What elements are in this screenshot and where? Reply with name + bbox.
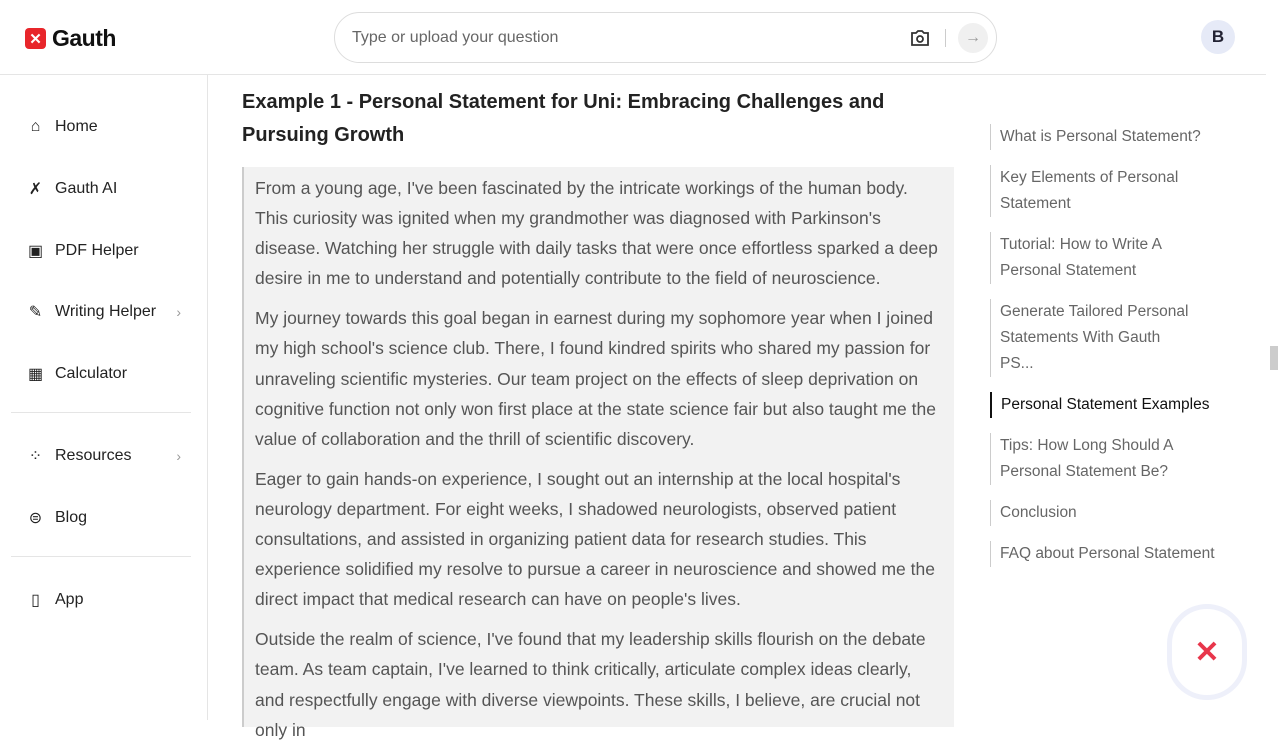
- sidebar-item-gauth-ai[interactable]: [26, 179, 181, 199]
- phone-icon: ▯: [31, 592, 40, 609]
- divider: [11, 412, 191, 413]
- toc-item[interactable]: Key Elements of Personal Statement: [990, 165, 1180, 217]
- sidebar-item-resources[interactable]: [26, 446, 181, 466]
- label: Resources: [55, 447, 132, 464]
- gauth-logo[interactable]: [25, 25, 116, 52]
- toc-item-active[interactable]: Personal Statement Examples: [990, 392, 1230, 418]
- paragraph: Eager to gain hands-on experience, I sought out an internship at the local hospital's neurology department. For eight weeks, I shadowed neurologists, observed patient consultations, and assisted in organizing patient data for research studies. This experience solidified my resolve to pursue a career in neuroscience and showed me the direct impact that medical research can have on people's lives.: [255, 468, 935, 610]
- label: Writing Helper: [55, 303, 157, 320]
- gauth-logo-icon: ✕: [1194, 635, 1220, 669]
- search-bar: [334, 12, 997, 63]
- label: Gauth AI: [55, 180, 118, 197]
- header: [0, 0, 1266, 75]
- divider: [945, 29, 946, 47]
- calculator-icon: ▦: [27, 366, 44, 383]
- paragraph: Outside the realm of science, I've found that my leadership skills flourish on the debate team. As team captain, I've learned to think critically, articulate complex ideas clearly, and respectfully engage with diverse viewpoints. These skills, I believe, are crucial not only in: [255, 629, 926, 740]
- submit-arrow-button[interactable]: →: [958, 23, 988, 53]
- pen-icon: ✎: [28, 304, 43, 321]
- table-of-contents: [990, 124, 1230, 582]
- blog-icon: ⊜: [28, 510, 43, 527]
- paragraph: From a young age, I've been fascinated by the intricate workings of the human body. This curiosity was ignited when my grandmother was diagnosed with Parkinson's disease. Watching her struggle with daily tasks that were once effortless sparked a deep desire in me to understand and potentially contribute to the field of neuroscience.: [255, 178, 938, 289]
- camera-icon[interactable]: [909, 27, 931, 49]
- label: PDF Helper: [55, 242, 139, 259]
- sidebar-item-blog[interactable]: [26, 508, 181, 528]
- sidebar-item-pdf-helper[interactable]: [26, 241, 181, 261]
- sidebar: [0, 75, 208, 720]
- toc-item[interactable]: Generate Tailored Personal Statements With Gauth PS...: [990, 299, 1195, 377]
- gauth-logo-icon: ✕: [25, 28, 46, 49]
- article: [242, 86, 954, 740]
- logo-text: Gauth: [52, 25, 116, 51]
- resources-icon: ⁘: [28, 448, 43, 465]
- toc-item[interactable]: What is Personal Statement?: [990, 124, 1230, 150]
- toc-item[interactable]: FAQ about Personal Statement: [990, 541, 1230, 567]
- sidebar-item-app[interactable]: [26, 590, 181, 610]
- scrollbar-thumb[interactable]: [1270, 346, 1278, 370]
- sidebar-item-calculator[interactable]: [26, 364, 181, 384]
- label: App: [55, 591, 84, 608]
- search-input[interactable]: [352, 29, 909, 47]
- label: Calculator: [55, 365, 128, 382]
- example-blockquote: [242, 167, 954, 740]
- home-icon: ⌂: [30, 118, 41, 135]
- paragraph: My journey towards this goal began in earnest during my sophomore year when I joined my high school's science club. There, I found kindred spirits who shared my passion for unraveling scientific mysteries. Our team project on the effects of sleep deprivation on cognitive function not only won first place at the state science fair but also taught me the value of collaboration and the thrill of scientific discovery.: [255, 308, 936, 449]
- sidebar-item-writing-helper[interactable]: [26, 302, 181, 322]
- toc-item[interactable]: Conclusion: [990, 500, 1230, 526]
- chevron-right-icon: ›: [176, 448, 181, 464]
- label: Home: [55, 118, 98, 135]
- pdf-icon: ▣: [27, 243, 44, 260]
- chevron-right-icon: ›: [176, 304, 181, 320]
- toc-item[interactable]: Tips: How Long Should A Personal Statement Be?: [990, 433, 1180, 485]
- avatar[interactable]: B: [1201, 20, 1235, 54]
- gauth-ai-icon: ✗: [28, 181, 43, 198]
- divider: [11, 556, 191, 557]
- sidebar-item-home[interactable]: [26, 118, 181, 136]
- label: Blog: [55, 509, 88, 526]
- gauth-assistant-button[interactable]: [1167, 604, 1247, 700]
- toc-item[interactable]: Tutorial: How to Write A Personal Statement: [990, 232, 1180, 284]
- section-title: Example 1 - Personal Statement for Uni: Embracing Challenges and Pursuing Growth: [242, 91, 885, 146]
